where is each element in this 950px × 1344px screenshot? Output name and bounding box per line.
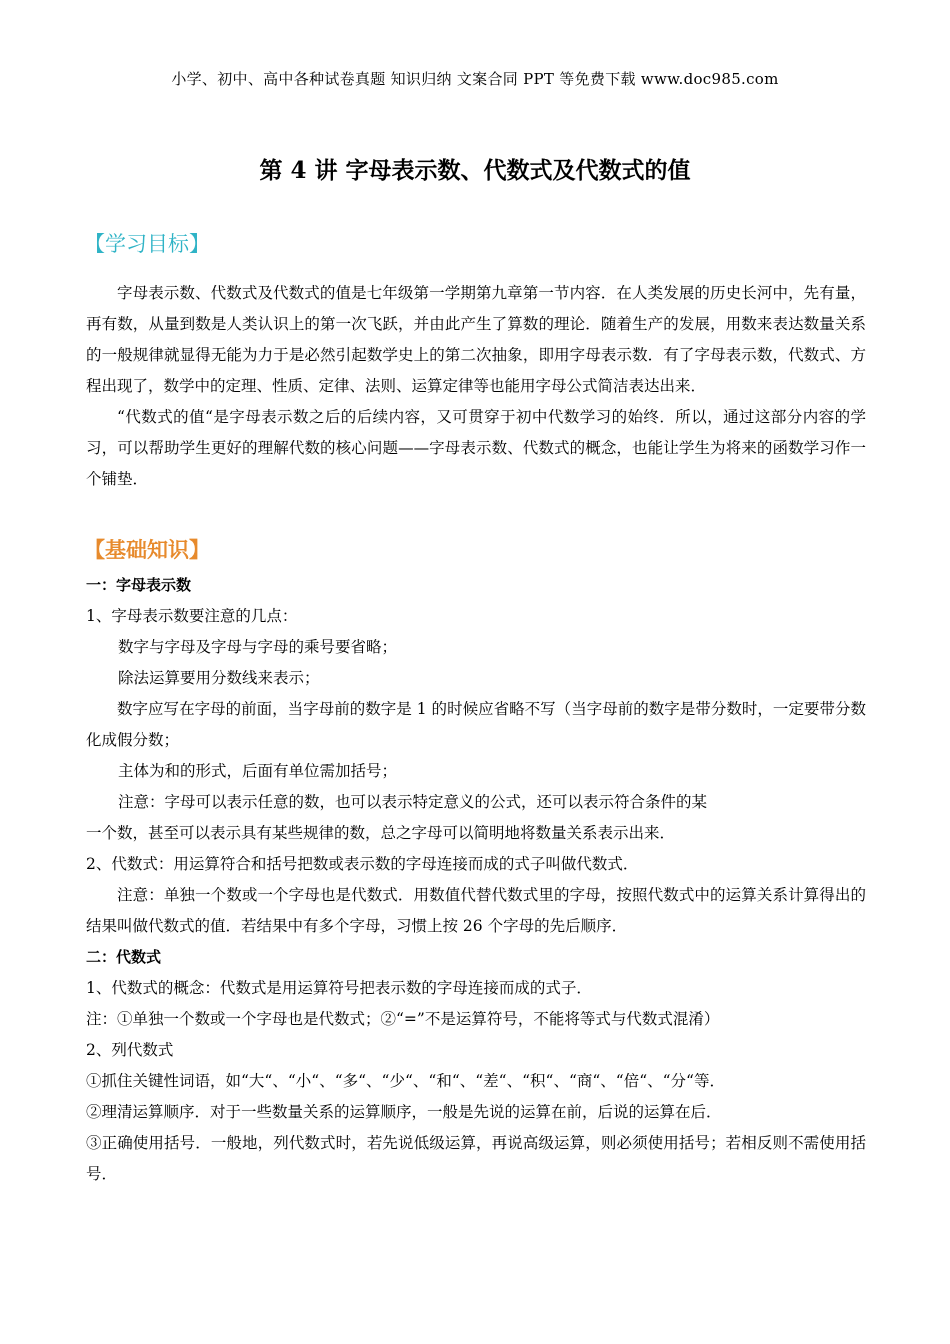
part1-sub-4: 主体为和的形式，后面有单位需加括号；: [118, 762, 398, 780]
part1-heading: 一：字母表示数: [86, 576, 192, 594]
part1-note: 注意：单独一个数或一个字母也是代数式．用数值代替代数式里的字母，按照代数式中的运算关系计算得出的结果叫做代数式的值．若结果中有多个字母，习惯上按 26 个字母的先后顺序．: [86, 886, 866, 935]
page-header: 小学、初中、高中各种试卷真题 知识归纳 文案合同 PPT 等免费下载 www.doc985.com: [171, 70, 779, 88]
part2-item1: 1、代数式的概念：代数式是用运算符号把表示数的字母连接而成的式子．: [86, 979, 592, 997]
part1-text: [86, 570, 866, 1190]
part2-point-1: ①抓住关键性词语，如“大“、“小“、“多“、“少“、“和“、“差“、“积“、“商“、“倍“、“分“等．: [86, 1072, 725, 1090]
part2-heading: 二：代数式: [86, 948, 162, 966]
part1-item2: 2、代数式：用运算符合和括号把数或表示数的字母连接而成的式子叫做代数式．: [86, 855, 639, 873]
goal-paragraph-1: 字母表示数、代数式及代数式的值是七年级第一学期第九章第一节内容．在人类发展的历史长河中，先有量，再有数，从量到数是人类认识上的第一次飞跃，并由此产生了算数的理论．随着生产的发展，用数来表达数量关系的一般规律就显得无能为力于是必然引起数学史上的第二次抽象，即用字母表示数．有了字母表示数，代数式、方程出现了，数学中的定理、性质、定律、法则、运算定律等也能用字母公式简洁表达出来．: [86, 284, 866, 395]
part1-sub-5: 注意：字母可以表示任意的数，也可以表示特定意义的公式，还可以表示符合条件的某: [118, 793, 708, 811]
goal-paragraph-2: “代数式的值“是字母表示数之后的后续内容，又可贯穿于初中代数学习的始终．所以，通过这部分内容的学习，可以帮助学生更好的理解代数的核心问题——字母表示数、代数式的概念，也能让学生为将来的函数学习作一个铺垫．: [86, 408, 866, 488]
page-title: 第 4 讲 字母表示数、代数式及代数式的值: [259, 157, 691, 184]
part2-item2: 2、列代数式: [86, 1041, 174, 1059]
part1-item1: 1、字母表示数要注意的几点：: [86, 607, 298, 625]
section-learning-goals: 【学习目标】: [84, 232, 210, 256]
part1-sub-2: 除法运算要用分数线来表示；: [118, 669, 320, 687]
part1-sub-3: 数字应写在字母的前面，当字母前的数字是 1 的时候应省略不写（当字母前的数字是带分数时，一定要带分数化成假分数；: [86, 700, 866, 749]
part2-note: 注：①单独一个数或一个字母也是代数式；②“=”不是运算符号，不能将等式与代数式混淆）: [86, 1010, 720, 1028]
section-basic-knowledge: 【基础知识】: [84, 537, 210, 562]
part2-point-2: ②理清运算顺序．对于一些数量关系的运算顺序，一般是先说的运算在前，后说的运算在后．: [86, 1103, 722, 1121]
goal-text: [86, 278, 866, 495]
part1-continuation: 一个数，甚至可以表示具有某些规律的数，总之字母可以简明地将数量关系表示出来．: [86, 824, 676, 842]
part2-point-3: ③正确使用括号．一般地，列代数式时，若先说低级运算，再说高级运算，则必须使用括号；若相反则不需使用括号．: [86, 1134, 866, 1183]
part1-sub-1: 数字与字母及字母与字母的乘号要省略；: [118, 638, 398, 656]
